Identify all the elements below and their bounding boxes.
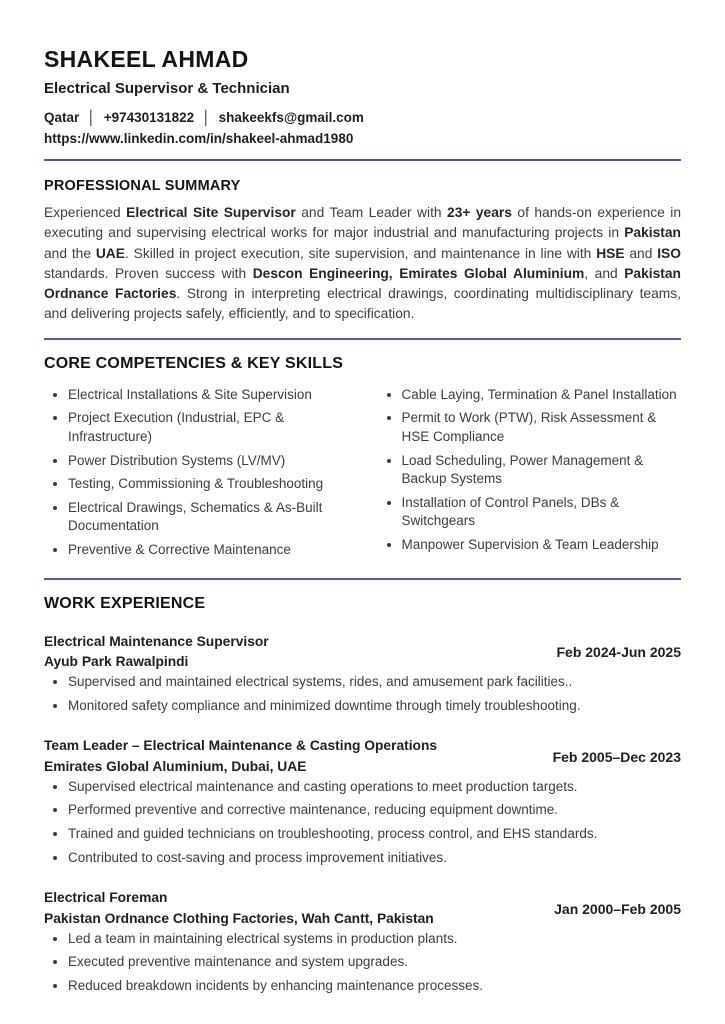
- skill-item: • Installation of Control Panels, DBs & Switchgears: [402, 494, 682, 531]
- job-header: [44, 632, 681, 673]
- job-dates: Feb 2024-Jun 2025: [556, 644, 681, 661]
- job-bullet-list: [44, 673, 681, 715]
- job-title-block: [44, 736, 437, 777]
- resume-header: [44, 46, 681, 146]
- skill-item: • Preventive & Corrective Maintenance: [68, 541, 348, 560]
- job-bullet: • Reduced breakdown incidents by enhancing maintenance processes.: [68, 977, 681, 996]
- skill-item: • Power Distribution Systems (LV/MV): [68, 452, 348, 471]
- skill-item: • Manpower Supervision & Team Leadership: [402, 536, 682, 555]
- skills-heading: CORE COMPETENCIES & KEY SKILLS: [44, 354, 344, 372]
- contact-email[interactable]: shakeekfs@gmail.com: [218, 110, 364, 125]
- contact-separator: │: [87, 110, 96, 125]
- linkedin-url[interactable]: https://www.linkedin.com/in/shakeel-ahmad1980: [44, 131, 354, 146]
- job-bullet: • Supervised electrical maintenance and casting operations to meet production targets.: [68, 778, 681, 797]
- summary-heading: PROFESSIONAL SUMMARY: [44, 178, 241, 194]
- experience-heading: WORK EXPERIENCE: [44, 594, 206, 612]
- skill-item: • Permit to Work (PTW), Risk Assessment & HSE Compliance: [402, 409, 682, 446]
- job-title: Electrical Foreman: [44, 890, 168, 906]
- candidate-job-title: Electrical Supervisor & Technician: [44, 80, 290, 97]
- job-header: [44, 736, 681, 777]
- summary-text: Experienced Electrical Site Supervisor and Team Leader with 23+ years of hands-on experience in executing and supervising electrical works for major industrial and manufacturing projects in Pakistan and the UAE. Skilled in project execution, site supervision, and maintenance in line with HSE and ISO standards. Proven success with Descon Engineering, Emirates Global Aluminium, and Pakistan Ordnance Factories. Strong in interpreting electrical drawings, coordinating multidisciplinary teams, and delivering projects safely, efficiently, and to specification.: [44, 205, 682, 322]
- job-header: [44, 888, 681, 929]
- job-dates: Feb 2005–Dec 2023: [552, 749, 681, 765]
- section-divider: [44, 578, 681, 580]
- job-company: Pakistan Ordnance Clothing Factories, Wah Cantt, Pakistan: [44, 910, 434, 926]
- skill-item: • Load Scheduling, Power Management & Backup Systems: [402, 452, 682, 489]
- job-dates: Jan 2000–Feb 2005: [554, 900, 681, 917]
- contact-phone: +97430131822: [103, 110, 195, 125]
- skills-section: [44, 355, 681, 565]
- skill-item: • Cable Laying, Termination & Panel Installation: [402, 386, 682, 405]
- job-bullet: • Trained and guided technicians on troubleshooting, process control, and EHS standards.: [68, 825, 681, 844]
- section-divider: [44, 338, 681, 340]
- skill-item: • Electrical Installations & Site Supervision: [68, 386, 348, 405]
- job-title: Electrical Maintenance Supervisor: [44, 633, 269, 649]
- candidate-name: SHAKEEL AHMAD: [44, 46, 249, 72]
- job-bullet: • Monitored safety compliance and minimized downtime through timely troubleshooting.: [68, 697, 681, 716]
- job-entry: [44, 632, 681, 716]
- skills-column-right: [378, 386, 682, 565]
- job-bullet: • Led a team in maintaining electrical systems in production plants.: [68, 930, 681, 949]
- section-divider: [44, 159, 681, 161]
- skills-columns: [44, 386, 681, 565]
- job-entry: [44, 736, 681, 867]
- experience-section: [44, 595, 681, 996]
- job-bullet: • Executed preventive maintenance and system upgrades.: [68, 953, 681, 972]
- job-bullet-list: [44, 930, 681, 996]
- job-bullet: • Supervised and maintained electrical systems, rides, and amusement park facilities..: [68, 673, 681, 692]
- summary-section: [44, 178, 681, 325]
- contact-line: [44, 110, 681, 125]
- job-company: Ayub Park Rawalpindi: [44, 654, 189, 670]
- skill-item: • Electrical Drawings, Schematics & As-Built Documentation: [68, 499, 348, 536]
- job-bullet: • Performed preventive and corrective maintenance, reducing equipment downtime.: [68, 801, 681, 820]
- job-company: Emirates Global Aluminium, Dubai, UAE: [44, 759, 307, 774]
- contact-separator: │: [202, 110, 211, 125]
- job-title-block: [44, 888, 434, 929]
- skill-item: • Project Execution (Industrial, EPC & Infrastructure): [68, 409, 348, 446]
- skills-column-left: [44, 386, 348, 565]
- job-entry: [44, 888, 681, 995]
- job-title-block: [44, 632, 269, 673]
- contact-location: Qatar: [44, 110, 80, 125]
- job-title: Team Leader – Electrical Maintenance & Casting Operations: [44, 738, 438, 754]
- job-bullet: • Contributed to cost-saving and process improvement initiatives.: [68, 849, 681, 868]
- job-bullet-list: [44, 778, 681, 868]
- skill-item: • Testing, Commissioning & Troubleshooting: [68, 475, 348, 494]
